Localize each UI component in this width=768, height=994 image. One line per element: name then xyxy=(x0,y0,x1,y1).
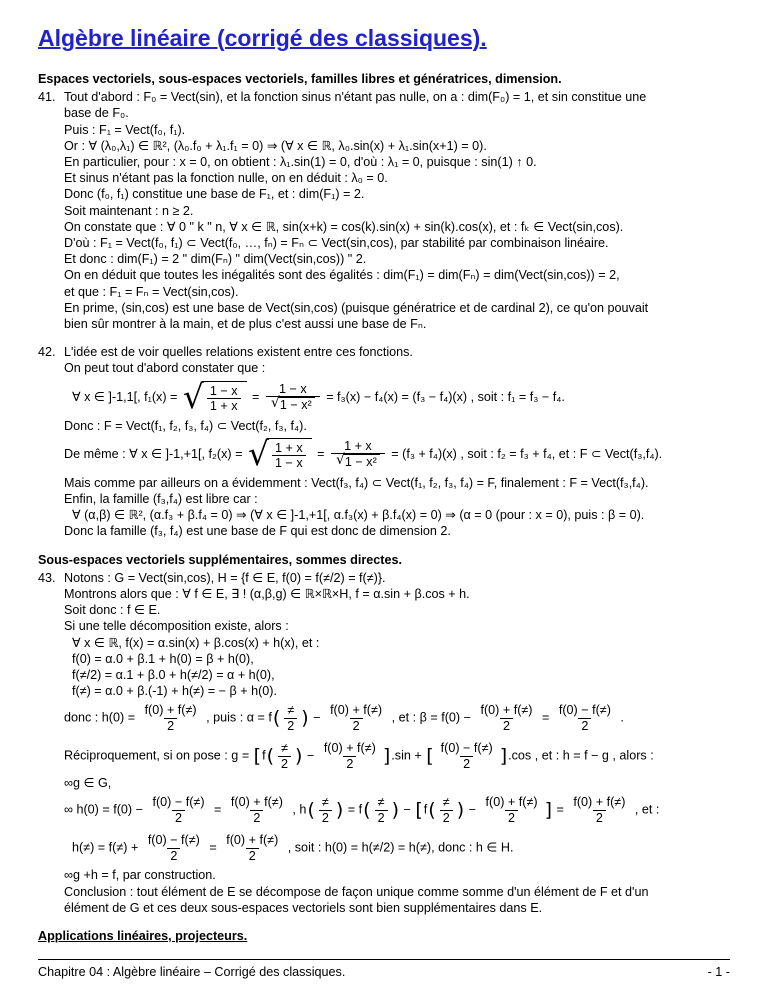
text-line: Et donc : dim(F₁) = 2 " dim(Fₙ) " dim(Vect(sin,cos)) " 2. xyxy=(64,252,367,267)
fraction-numerator: ≠ xyxy=(287,703,295,718)
item-number: 43. xyxy=(38,570,56,585)
text-line: et que : F₁ = Fₙ = Vect(sin,cos). xyxy=(64,284,239,299)
page-title: Algèbre linéaire (corrigé des classiques). xyxy=(38,25,487,51)
fraction-numerator: ≠ xyxy=(442,795,450,810)
text-line: élément de G et ces deux sous-espaces vectoriels sont bien supplémentaires dans E. xyxy=(64,900,543,915)
big-bracket: ) xyxy=(295,744,303,767)
fraction-numerator: 1 − x xyxy=(278,381,307,396)
radical-icon: √ xyxy=(182,376,204,416)
radicand: 1 − x² xyxy=(343,454,380,469)
fraction-numerator: f(0) + f(≠) xyxy=(330,703,383,718)
fraction-denominator: 2 xyxy=(246,848,259,863)
fraction-numerator: f(0) + f(≠) xyxy=(573,795,626,810)
fraction-denominator: 2 xyxy=(500,718,513,733)
fraction xyxy=(556,703,614,733)
fraction xyxy=(278,741,291,771)
fraction-numerator: ≠ xyxy=(321,795,329,810)
text-line: f(≠/2) = α.1 + β.0 + h(≠/2) = α + h(0), xyxy=(72,667,275,682)
big-bracket: ( xyxy=(266,744,275,767)
text-line: Si une telle décomposition existe, alors : xyxy=(64,619,289,634)
radical-icon: √ xyxy=(247,433,269,473)
text-line: Tout d'abord : F₀ = Vect(sin), et la fonction sinus n'étant pas nulle, on a : dim(F₀) = 1, et sin constitue une xyxy=(64,90,647,105)
fraction-numerator: ≠ xyxy=(377,795,385,810)
section-heading: Sous-espaces vectoriels supplémentaires, sommes directes. xyxy=(38,552,402,567)
fraction-denominator: 2 xyxy=(164,718,177,733)
text-line: En particulier, pour : x = 0, on obtient : λ₁.sin(1) = 0, d'où : λ₁ = 0, puisque : sin(1) ↑ 0. xyxy=(64,155,537,170)
fraction-denominator: 2 xyxy=(460,756,473,771)
fraction-denominator: 1 + x xyxy=(207,398,241,413)
fraction-numerator: f(0) + f(≠) xyxy=(144,703,197,718)
text-line: ∞g +h = f, par construction. xyxy=(64,868,216,883)
text-line: Donc (f₀, f₁) constitue une base de F₁, et : dim(F₁) = 2. xyxy=(64,187,365,202)
radicand: 1 − x² xyxy=(278,397,315,412)
text-line: On constate que : ∀ 0 " k " n, ∀ x ∈ ℝ, sin(x+k) = cos(k).sin(x) + sin(k).cos(x), et : fₖ ∈ Vect(sin,cos). xyxy=(64,219,624,234)
big-bracket: ) xyxy=(456,798,465,821)
radical-icon: √ xyxy=(270,395,280,412)
text-line: On en déduit que toutes les inégalités sont des égalités : dim(F₁) = dim(Fₙ) = dim(Vect(sin,cos)) = 2, xyxy=(64,268,620,283)
text-line: ∀ x ∈ ℝ, f(x) = α.sin(x) + β.cos(x) + h(x), et : xyxy=(72,635,320,650)
big-bracket: [ xyxy=(426,744,434,767)
big-bracket: ( xyxy=(363,798,371,821)
exercise-item xyxy=(38,570,730,916)
fraction xyxy=(142,703,200,733)
text-line: D'où : F₁ = Vect(f₀, f₁) ⊂ Vect(f₀, …, fₙ) = Fₙ ⊂ Vect(sin,cos), par stabilité par combinaison linéaire. xyxy=(64,236,609,251)
text-line: ∀ (α,β) ∈ ℝ², (α.f₃ + β.f₄ = 0) ⇒ (∀ x ∈ ]-1,+1[, α.f₃(x) + β.f₄(x) = 0) ⇒ (α = 0 (pour : x = 0), puis : β = 0). xyxy=(72,508,645,523)
math-line: h(≠) = f(≠) + $\frac{f(0) - f(\ne)}{2}$ = $\frac{f(0) + f(\ne)}{2}$ , soit : h(0) = h(≠/2) = h(≠), donc : h ∈ H. xyxy=(72,833,514,863)
fraction-denominator: 2 xyxy=(578,718,591,733)
footer xyxy=(38,960,730,980)
text-line: Notons : G = Vect(sin,cos), H = {f ∈ E, f(0) = f(≠/2) = f(≠)}. xyxy=(64,570,386,585)
math-line: ∞ h(0) = f(0) − $\frac{f(0) - f(\ne)}{2}$ = $\frac{f(0) + f(\ne)}{2}$ , h( $\frac{\ne}{2}$ ) = f( $\frac{\ne}{2}$ ) − [f( $\frac{\ne}{2}$ ) − $\frac{f(0) + f(\ne)}{2}$ ] = $\frac{f(0) + f(\ne)}{2}$ , et : xyxy=(64,795,660,825)
footer-chapter: Chapitre 04 : Algèbre linéaire – Corrigé des classiques. xyxy=(38,964,346,979)
fraction-denominator xyxy=(266,396,320,412)
item-number: 42. xyxy=(38,345,56,360)
fraction-numerator: f(0) − f(≠) xyxy=(147,833,200,848)
square-root xyxy=(247,433,312,473)
big-bracket: ] xyxy=(499,744,508,767)
text-line: Soit maintenant : n ≥ 2. xyxy=(64,203,194,218)
square-root xyxy=(182,376,247,416)
fraction xyxy=(145,833,203,863)
square-root xyxy=(271,397,315,412)
text-line: f(0) = α.0 + β.1 + h(0) = β + h(0), xyxy=(72,651,254,666)
fraction-numerator: f(0) + f(≠) xyxy=(323,741,376,756)
text-line: Donc la famille (f₃, f₄) est une base de F qui est donc de dimension 2. xyxy=(64,524,451,539)
fraction-denominator: 2 xyxy=(343,756,356,771)
fraction-denominator: 2 xyxy=(319,810,332,825)
fraction-denominator: 2 xyxy=(440,810,453,825)
exercise-item xyxy=(38,89,730,332)
fraction xyxy=(477,703,535,733)
fraction-denominator: 2 xyxy=(250,810,263,825)
section-heading: Applications linéaires, projecteurs. xyxy=(38,928,248,943)
fraction xyxy=(331,439,385,470)
square-root xyxy=(336,454,380,469)
fraction xyxy=(570,795,628,825)
fraction xyxy=(483,795,541,825)
fraction-denominator: 2 xyxy=(172,810,185,825)
fraction-denominator xyxy=(331,453,385,469)
document-content xyxy=(38,68,730,946)
exercise-item xyxy=(38,344,730,539)
fraction xyxy=(321,741,379,771)
big-bracket: ) xyxy=(391,798,400,821)
big-bracket: ] xyxy=(382,744,391,767)
big-bracket: [ xyxy=(415,798,423,821)
fraction xyxy=(284,703,297,733)
fraction-numerator: f(0) + f(≠) xyxy=(226,833,279,848)
fraction xyxy=(375,795,388,825)
fraction xyxy=(327,703,385,733)
fraction xyxy=(223,833,281,863)
text-line: On peut tout d'abord constater que : xyxy=(64,361,266,376)
fraction-denominator: 2 xyxy=(350,718,363,733)
fraction xyxy=(149,795,207,825)
fraction xyxy=(272,441,306,471)
fraction-numerator: f(0) + f(≠) xyxy=(230,795,283,810)
text-line: f(≠) = α.0 + β.(-1) + h(≠) = − β + h(0). xyxy=(72,684,277,699)
text-line: Et sinus n'étant pas la fonction nulle, on en déduit : λ₀ = 0. xyxy=(64,171,388,186)
math-line: Réciproquement, si on pose : g = [f( $\frac{\ne}{2}$ ) − $\frac{f(0) + f(\ne)}{2}$ ].sin + [ $\frac{f(0) - f(\ne)}{2}$ ].cos , et : h = f − g , alors : xyxy=(64,741,654,771)
fraction-denominator: 2 xyxy=(505,810,518,825)
text-line: Mais comme par ailleurs on a évidemment : Vect(f₃, f₄) ⊂ Vect(f₁, f₂, f₃, f₄) = F, finalement : F = Vect(f₃,f₄). xyxy=(64,475,649,490)
page-footer-area xyxy=(38,957,730,980)
text-line: base de F₀. xyxy=(64,106,129,121)
text-line: ∞g ∈ G, xyxy=(64,776,112,791)
text-line: Puis : F₁ = Vect(f₀, f₁). xyxy=(64,122,186,137)
text-line: bien sûr montrer à la main, et de plus c'est aussi une base de Fₙ. xyxy=(64,317,427,332)
text-line: Conclusion : tout élément de E se décompose de façon unique comme somme d'un élément de F et d'un xyxy=(64,884,649,899)
fraction xyxy=(438,741,496,771)
fraction-denominator: 2 xyxy=(167,848,180,863)
text-line: Enfin, la famille (f₃,f₄) est libre car : xyxy=(64,491,258,506)
text-line: Donc : F = Vect(f₁, f₂, f₃, f₄) ⊂ Vect(f₂, f₃, f₄). xyxy=(64,418,307,433)
fraction-numerator: f(0) − f(≠) xyxy=(152,795,205,810)
text-line: L'idée est de voir quelles relations existent entre ces fonctions. xyxy=(64,345,413,360)
item-number: 41. xyxy=(38,90,56,105)
section-heading: Espaces vectoriels, sous-espaces vectoriels, familles libres et génératrices, dimension. xyxy=(38,72,562,86)
big-bracket: ) xyxy=(335,798,344,821)
radical-icon: √ xyxy=(336,452,345,469)
big-bracket: ) xyxy=(301,706,309,729)
fraction-numerator: 1 − x xyxy=(209,383,238,398)
footer-page-number: - 1 - xyxy=(707,964,730,979)
text-line: Montrons alors que : ∀ f ∈ E, ∃ ! (α,β,g) ∈ ℝ×ℝ×H, f = α.sin + β.cos + h. xyxy=(64,586,470,601)
text-line: Or : ∀ (λ₀,λ₁) ∈ ℝ², (λ₀.f₀ + λ₁.f₁ = 0) ⇒ (∀ x ∈ ℝ, λ₀.sin(x) + λ₁.sin(x+1) = 0). xyxy=(64,138,487,153)
fraction-numerator: f(0) + f(≠) xyxy=(485,795,538,810)
fraction-denominator: 2 xyxy=(375,810,388,825)
fraction-numerator: f(0) − f(≠) xyxy=(558,703,611,718)
big-bracket: [ xyxy=(253,744,262,767)
math-line: ∀ x ∈ ]-1,1[, f₁(x) = √ $\frac{1 - x}{1 + x}$ = 1 − x √ 1 − x² = f₃(x) − f₄(x) = (f₃ − f₄)(x) , soit : f₁ = f₃ − f₄. xyxy=(72,376,565,416)
fraction xyxy=(228,795,286,825)
fraction xyxy=(266,382,320,413)
fraction-denominator: 2 xyxy=(593,810,606,825)
math-line: De même : ∀ x ∈ ]-1,+1[, f₂(x) = √ $\frac{1 + x}{1 - x}$ = 1 + x √ 1 − x² = (f₃ + f₄)(x) , soit : f₂ = f₃ + f₄, et : F ⊂ Vect(f₃,f₄). xyxy=(64,433,663,473)
text-line: En prime, (sin,cos) est une base de Vect(sin,cos) (puisque génératrice et de cardinal 2), ce qu'on pouvait xyxy=(64,300,649,315)
fraction xyxy=(207,384,241,414)
fraction-numerator: f(0) − f(≠) xyxy=(440,741,493,756)
fraction-numerator: 1 + x xyxy=(274,440,303,455)
fraction-denominator: 2 xyxy=(278,756,291,771)
big-bracket: ] xyxy=(544,798,552,821)
text-line: Soit donc : f ∈ E. xyxy=(64,603,161,618)
radicand xyxy=(267,438,312,471)
fraction xyxy=(319,795,332,825)
fraction-denominator: 2 xyxy=(284,718,297,733)
fraction-numerator: 1 + x xyxy=(344,438,372,453)
fraction-numerator: ≠ xyxy=(281,741,288,756)
fraction xyxy=(440,795,453,825)
big-bracket: ( xyxy=(428,798,436,821)
fraction-denominator: 1 − x xyxy=(272,455,306,470)
big-bracket: ( xyxy=(307,798,315,821)
big-bracket: ( xyxy=(272,706,281,729)
math-line: donc : h(0) = $\frac{f(0) + f(\ne)}{2}$ , puis : α = f( $\frac{\ne}{2}$ ) − $\frac{f(0) + f(\ne)}{2}$ , et : β = f(0) − $\frac{f(0) + f(\ne)}{2}$ = $\frac{f(0) - f(\ne)}{2}$ . xyxy=(64,703,624,733)
radicand xyxy=(202,381,247,414)
fraction-numerator: f(0) + f(≠) xyxy=(480,703,533,718)
